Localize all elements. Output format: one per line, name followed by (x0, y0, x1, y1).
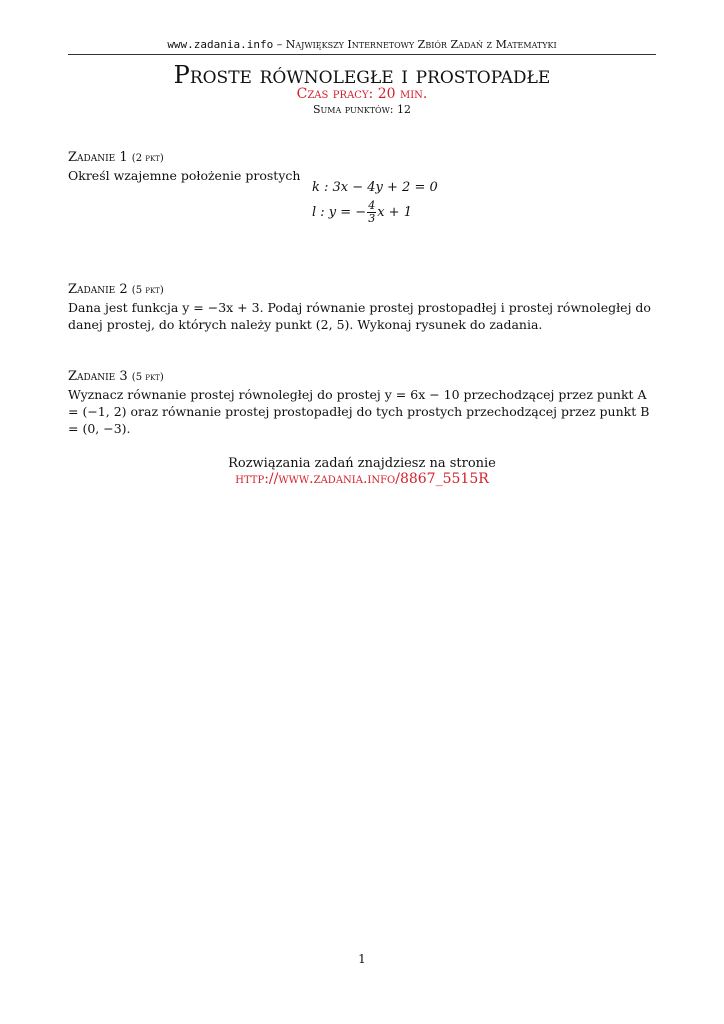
task-1-text: Określ wzajemne położenie prostych (68, 168, 301, 183)
task-3 (68, 368, 656, 437)
work-time: Czas pracy: 20 min. (296, 86, 428, 102)
task-2 (68, 281, 656, 333)
task-3-label: Zadanie 3 (68, 369, 128, 384)
equation-l-prefix: l : y = − (312, 204, 367, 220)
task-2-text: Dana jest funkcja y = −3x + 3. Podaj równanie prostej prostopadłej i prostej równoległej do danej prostej, do których należy punkt (2, 5). Wykonaj rysunek do zadania. (68, 300, 651, 332)
task-1 (68, 149, 656, 184)
header-rule (68, 54, 656, 55)
task-2-heading (68, 281, 656, 299)
total-points: Suma punktów: 12 (312, 103, 412, 116)
page-header (68, 38, 656, 52)
header-separator: – (273, 38, 286, 51)
header-tagline: Największy Internetowy Zbiór Zadań z Matematyki (285, 38, 557, 51)
task-3-points: (5 pkt) (131, 372, 164, 383)
task-3-heading (68, 368, 656, 386)
fraction-numerator: 4 (368, 199, 376, 212)
equation-l-suffix: x + 1 (377, 204, 412, 220)
task-3-text: Wyznacz równanie prostej równoległej do prostej y = 6x − 10 przechodzącej przez punkt A = (−1, 2) oraz równanie prostej prostopadłej do tych prostych przechodzącej przez punkt B = (0, −3). (68, 387, 650, 436)
equation-k: k : 3x − 4y + 2 = 0 (312, 180, 438, 195)
task-1-heading (68, 149, 656, 167)
equation-l (312, 200, 412, 225)
task-1-label: Zadanie 1 (68, 150, 128, 165)
page-number: 1 (358, 952, 366, 966)
solutions-note: Rozwiązania zadań znajdziesz na stronie (228, 456, 496, 471)
task-1-points: (2 pkt) (131, 153, 164, 164)
fraction-denominator: 3 (368, 212, 376, 225)
solutions-link[interactable]: http://www.zadania.info/8867_5515R (235, 471, 489, 487)
header-site[interactable]: www.zadania.info (167, 38, 274, 51)
task-2-points: (5 pkt) (131, 285, 164, 296)
page-title: Proste równoległe i prostopadłe (173, 61, 551, 89)
equation-l-fraction (367, 200, 376, 225)
task-2-label: Zadanie 2 (68, 282, 128, 297)
